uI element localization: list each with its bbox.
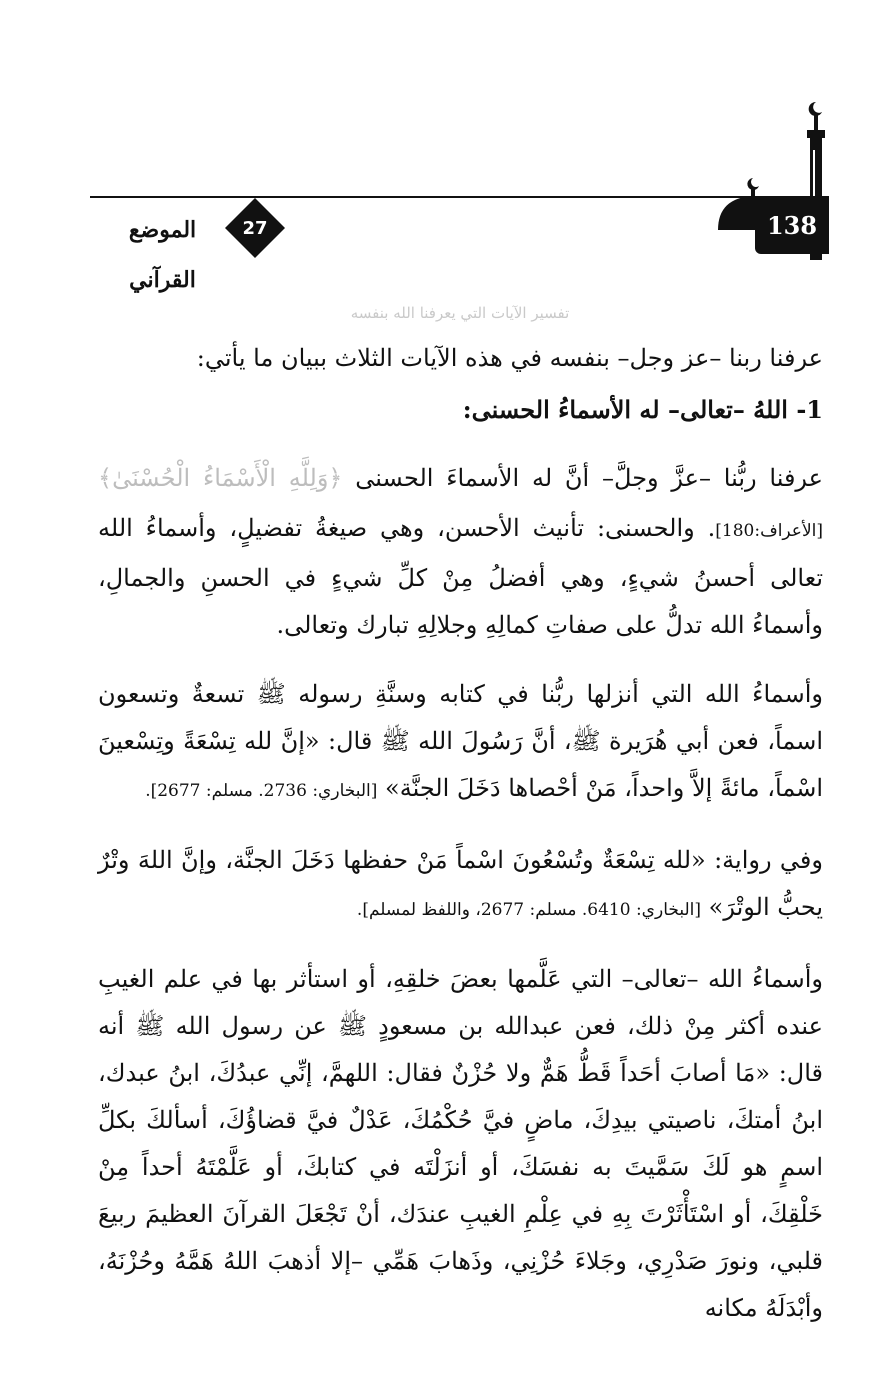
paragraph-1-text: عرفنا ربُّنا –عزَّ وجلَّ– أنَّ له الأسماءَ الحسنى [342,464,823,492]
series-title-logo: الموضع القرآني [128,217,197,293]
page-body [98,335,823,1332]
verse-reference: [الأعراف:180] [715,521,823,541]
paragraph-4: وأسماءُ الله –تعالى– التي عَلَّمها بعضَ خلقِهِ، أو استأثر بها في علم الغيبِ عنده أكثر مِنْ ذلك، فعن عبدالله بن مسعودٍ ﷺ عن رسول الله ﷺ أنه قال: «مَا أصابَ أحَداً قَطُّ هَمٌّ ولا حُزْنٌ فقال: اللهمَّ، إنِّي عبدُكَ، ابنُ عبدك، ابنُ أمتكَ، ناصيتي بيدِكَ، ماضٍ فيَّ حُكْمُكَ، عَدْلٌ فيَّ قضاؤُكَ، أسألكَ بكلِّ اسمٍ هو لَكَ سَمَّيتَ به نفسَكَ، أو أنزَلْتَه في كتابكَ، أو عَلَّمْتَهُ أحداً مِنْ خَلْقِكَ، أو اسْتَأْثَرْتَ بِهِ في عِلْمِ الغيبِ عندَك، أنْ تَجْعَلَ القرآنَ العظيمَ ربيعَ قلبي، ونورَ صَدْرِي، وجَلاءَ حُزْنِي، وذَهابَ هَمِّي –إلا أذهبَ اللهُ هَمَّهُ وحُزْنَهُ، وأبْدَلَهُ مكانه [98,965,824,1322]
chapter-number: 27 [242,217,268,239]
quran-verse: ﴿وَلِلَّهِ الْأَسْمَاءُ الْحُسْنَىٰ﴾ [98,464,343,492]
paragraph-3 [98,837,823,934]
paragraph-1-rest: . والحسنى: تأنيث الأحسن، وهي صيغةُ تفضيلٍ، وأسماءُ الله تعالى أحسنُ شيءٍ، وهي أفضلُ مِنْ كلِّ شيءٍ في الحسنِ والجمالِ، وأسماءُ الله تدلُّ على صفاتِ كمالِهِ وجلالِهِ تبارك وتعالى. [98,514,823,639]
paragraph-3-text: وفي رواية: «لله تِسْعَةٌ وتُسْعُونَ اسْماً مَنْ حفظها دَخَلَ الجنَّة، وإنَّ اللهَ وتْرٌ يحبُّ الوتْرَ» [98,846,823,921]
section-heading: 1- اللهُ –تعالى– له الأسماءُ الحسنى: [462,395,823,424]
paragraph-2-text: وأسماءُ الله التي أنزلها ربُّنا في كتابه وسنَّةِ رسوله ﷺ تسعةٌ وتسعون اسماً، فعن أبي هُرَيرة ﷺ، أنَّ رَسُولَ الله ﷺ قال: «إنَّ لله تِسْعَةً وتِسْعينَ اسْماً، مائةً إلاَّ واحداً، مَنْ أحْصاها دَخَلَ الجنَّة» [98,680,823,802]
intro-paragraph: عرفنا ربنا –عز وجل– بنفسه في هذه الآيات الثلاث ببيان ما يأتي: [196,344,823,372]
page-header [0,0,883,293]
paragraph-2 [98,671,823,815]
paragraph-1 [98,455,823,649]
hadith-reference-1: [البخاري: 2736. مسلم: 2677]. [145,781,378,801]
faint-section-title: تفسير الآيات التي يعرفنا الله بنفسه [350,304,570,322]
header-rule [90,196,753,198]
hadith-reference-2: [البخاري: 6410. مسلم: 2677، واللفظ لمسلم]. [356,900,702,920]
page-number: 138 [755,196,829,254]
